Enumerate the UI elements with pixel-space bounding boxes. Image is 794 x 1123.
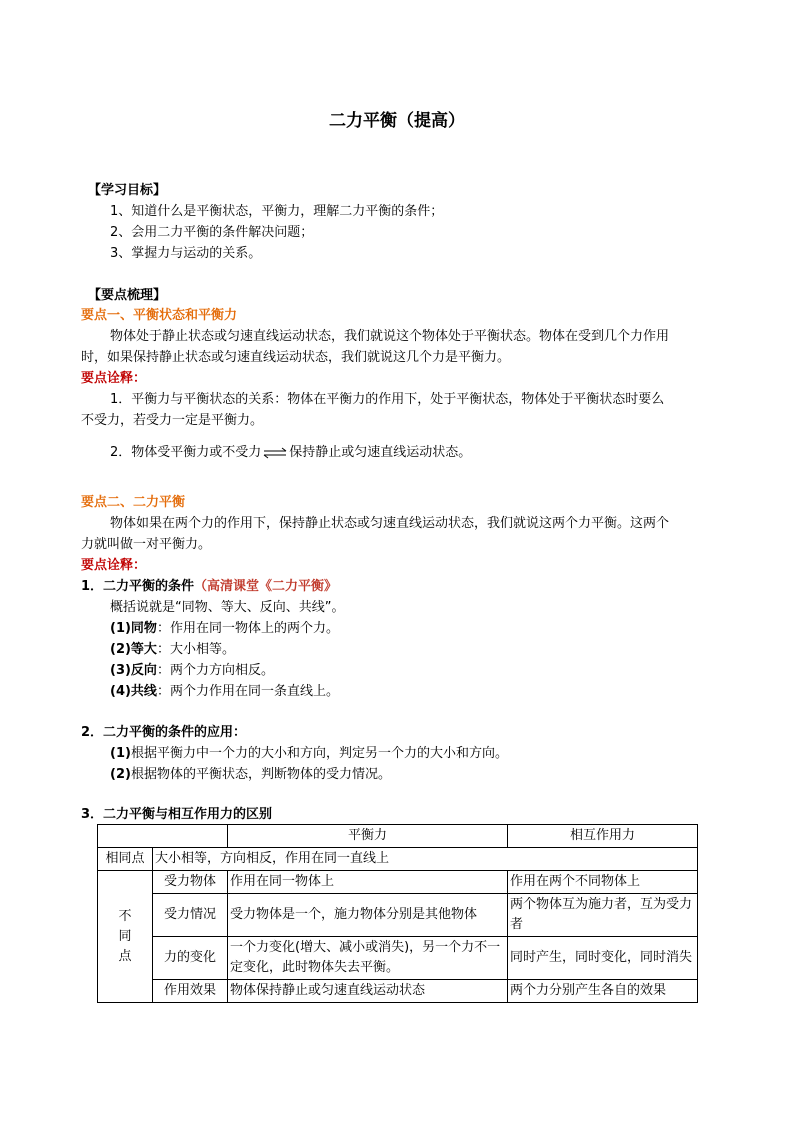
row-balance: 物体保持静止或匀速直线运动状态: [228, 980, 508, 1003]
table-row: [98, 937, 698, 980]
row-balance: 作用在同一物体上: [228, 871, 508, 894]
header-blank-cell: [98, 825, 228, 848]
points-heading: 【要点梳理】: [88, 288, 167, 303]
section2-body-line1: 物体如果在两个力的作用下，保持静止状态或匀速直线运动状态，我们就说这两个力平衡。这两个: [110, 516, 670, 531]
note1-summary: 概括说就是“同物、等大、反向、共线”。: [110, 600, 345, 615]
same-value: 大小相等，方向相反，作用在同一直线上: [153, 848, 698, 871]
same-label: 相同点: [98, 848, 153, 871]
application-item: (2)根据物体的平衡状态，判断物体的受力情况。: [110, 767, 391, 782]
comparison-table: [97, 824, 698, 1003]
row-interaction: 同时产生，同时变化，同时消失: [508, 937, 698, 980]
row-interaction: 作用在两个不同物体上: [508, 871, 698, 894]
note3-title: 3．二力平衡与相互作用力的区别: [81, 807, 273, 822]
table-row: [98, 894, 698, 937]
note1-title: 1．二力平衡的条件: [81, 579, 195, 594]
note1-course-link[interactable]: （高清课堂《二力平衡》: [194, 579, 338, 594]
goal-item-1: 1、知道什么是平衡状态，平衡力，理解二力平衡的条件；: [110, 204, 444, 219]
row-label: 作用效果: [153, 980, 228, 1003]
table-row: [98, 980, 698, 1003]
note1-heading: [81, 576, 337, 597]
goals-heading: 【学习目标】: [88, 183, 167, 198]
section1-body-line1: 物体处于静止状态或匀速直线运动状态，我们就说这个物体处于平衡状态。物体在受到几个力作用: [110, 329, 670, 344]
goal-item-2: 2、会用二力平衡的条件解决问题；: [110, 225, 314, 240]
section1-title: 要点一、平衡状态和平衡力: [81, 308, 238, 323]
table-row: [98, 871, 698, 894]
section2-note-label: 要点诠释：: [81, 558, 147, 573]
row-label: 受力物体: [153, 871, 228, 894]
application-item: (1)根据平衡力中一个力的大小和方向，判定另一个力的大小和方向。: [110, 746, 508, 761]
section1-note-label: 要点诠释：: [81, 371, 147, 386]
row-label: 受力情况: [153, 894, 228, 937]
note2-title: 2．二力平衡的条件的应用：: [81, 725, 247, 740]
condition-item: (1)同物：作用在同一物体上的两个力。: [110, 621, 339, 636]
section1-body-line2: 时，如果保持静止状态或匀速直线运动状态，我们就说这几个力是平衡力。: [81, 350, 511, 365]
section2-body-line2: 力就叫做一对平衡力。: [81, 537, 212, 552]
page-title: 二力平衡（提高）: [329, 111, 465, 131]
equilibrium-arrow-icon: [263, 447, 287, 459]
table-header-row: [98, 825, 698, 848]
section1-note2-right: 保持静止或匀速直线运动状态。: [289, 445, 472, 460]
header-balance: 平衡力: [228, 825, 508, 848]
row-interaction: 两个物体互为施力者，互为受力者: [508, 894, 698, 937]
section1-note1-line1: 1．平衡力与平衡状态的关系：物体在平衡力的作用下，处于平衡状态，物体处于平衡状态时要么: [110, 392, 665, 407]
row-label: 力的变化: [153, 937, 228, 980]
row-interaction: 两个力分别产生各自的效果: [508, 980, 698, 1003]
header-interaction: 相互作用力: [508, 825, 698, 848]
row-balance: 一个力变化(增大、减小或消失)，另一个力不一定变化，此时物体失去平衡。: [228, 937, 508, 980]
section1-note1-line2: 不受力，若受力一定是平衡力。: [81, 413, 264, 428]
condition-item: (2)等大：大小相等。: [110, 642, 235, 657]
goal-item-3: 3、掌握力与运动的关系。: [110, 246, 262, 261]
row-balance: 受力物体是一个，施力物体分别是其他物体: [228, 894, 508, 937]
section1-note2-left: 2．物体受平衡力或不受力: [110, 445, 262, 460]
section2-title: 要点二、二力平衡: [81, 495, 186, 510]
condition-item: (3)反向：两个力方向相反。: [110, 663, 274, 678]
table-row-same: [98, 848, 698, 871]
diff-label: 不 同 点: [98, 871, 153, 1003]
condition-item: (4)共线：两个力作用在同一条直线上。: [110, 684, 339, 699]
section1-note2: [110, 442, 471, 463]
